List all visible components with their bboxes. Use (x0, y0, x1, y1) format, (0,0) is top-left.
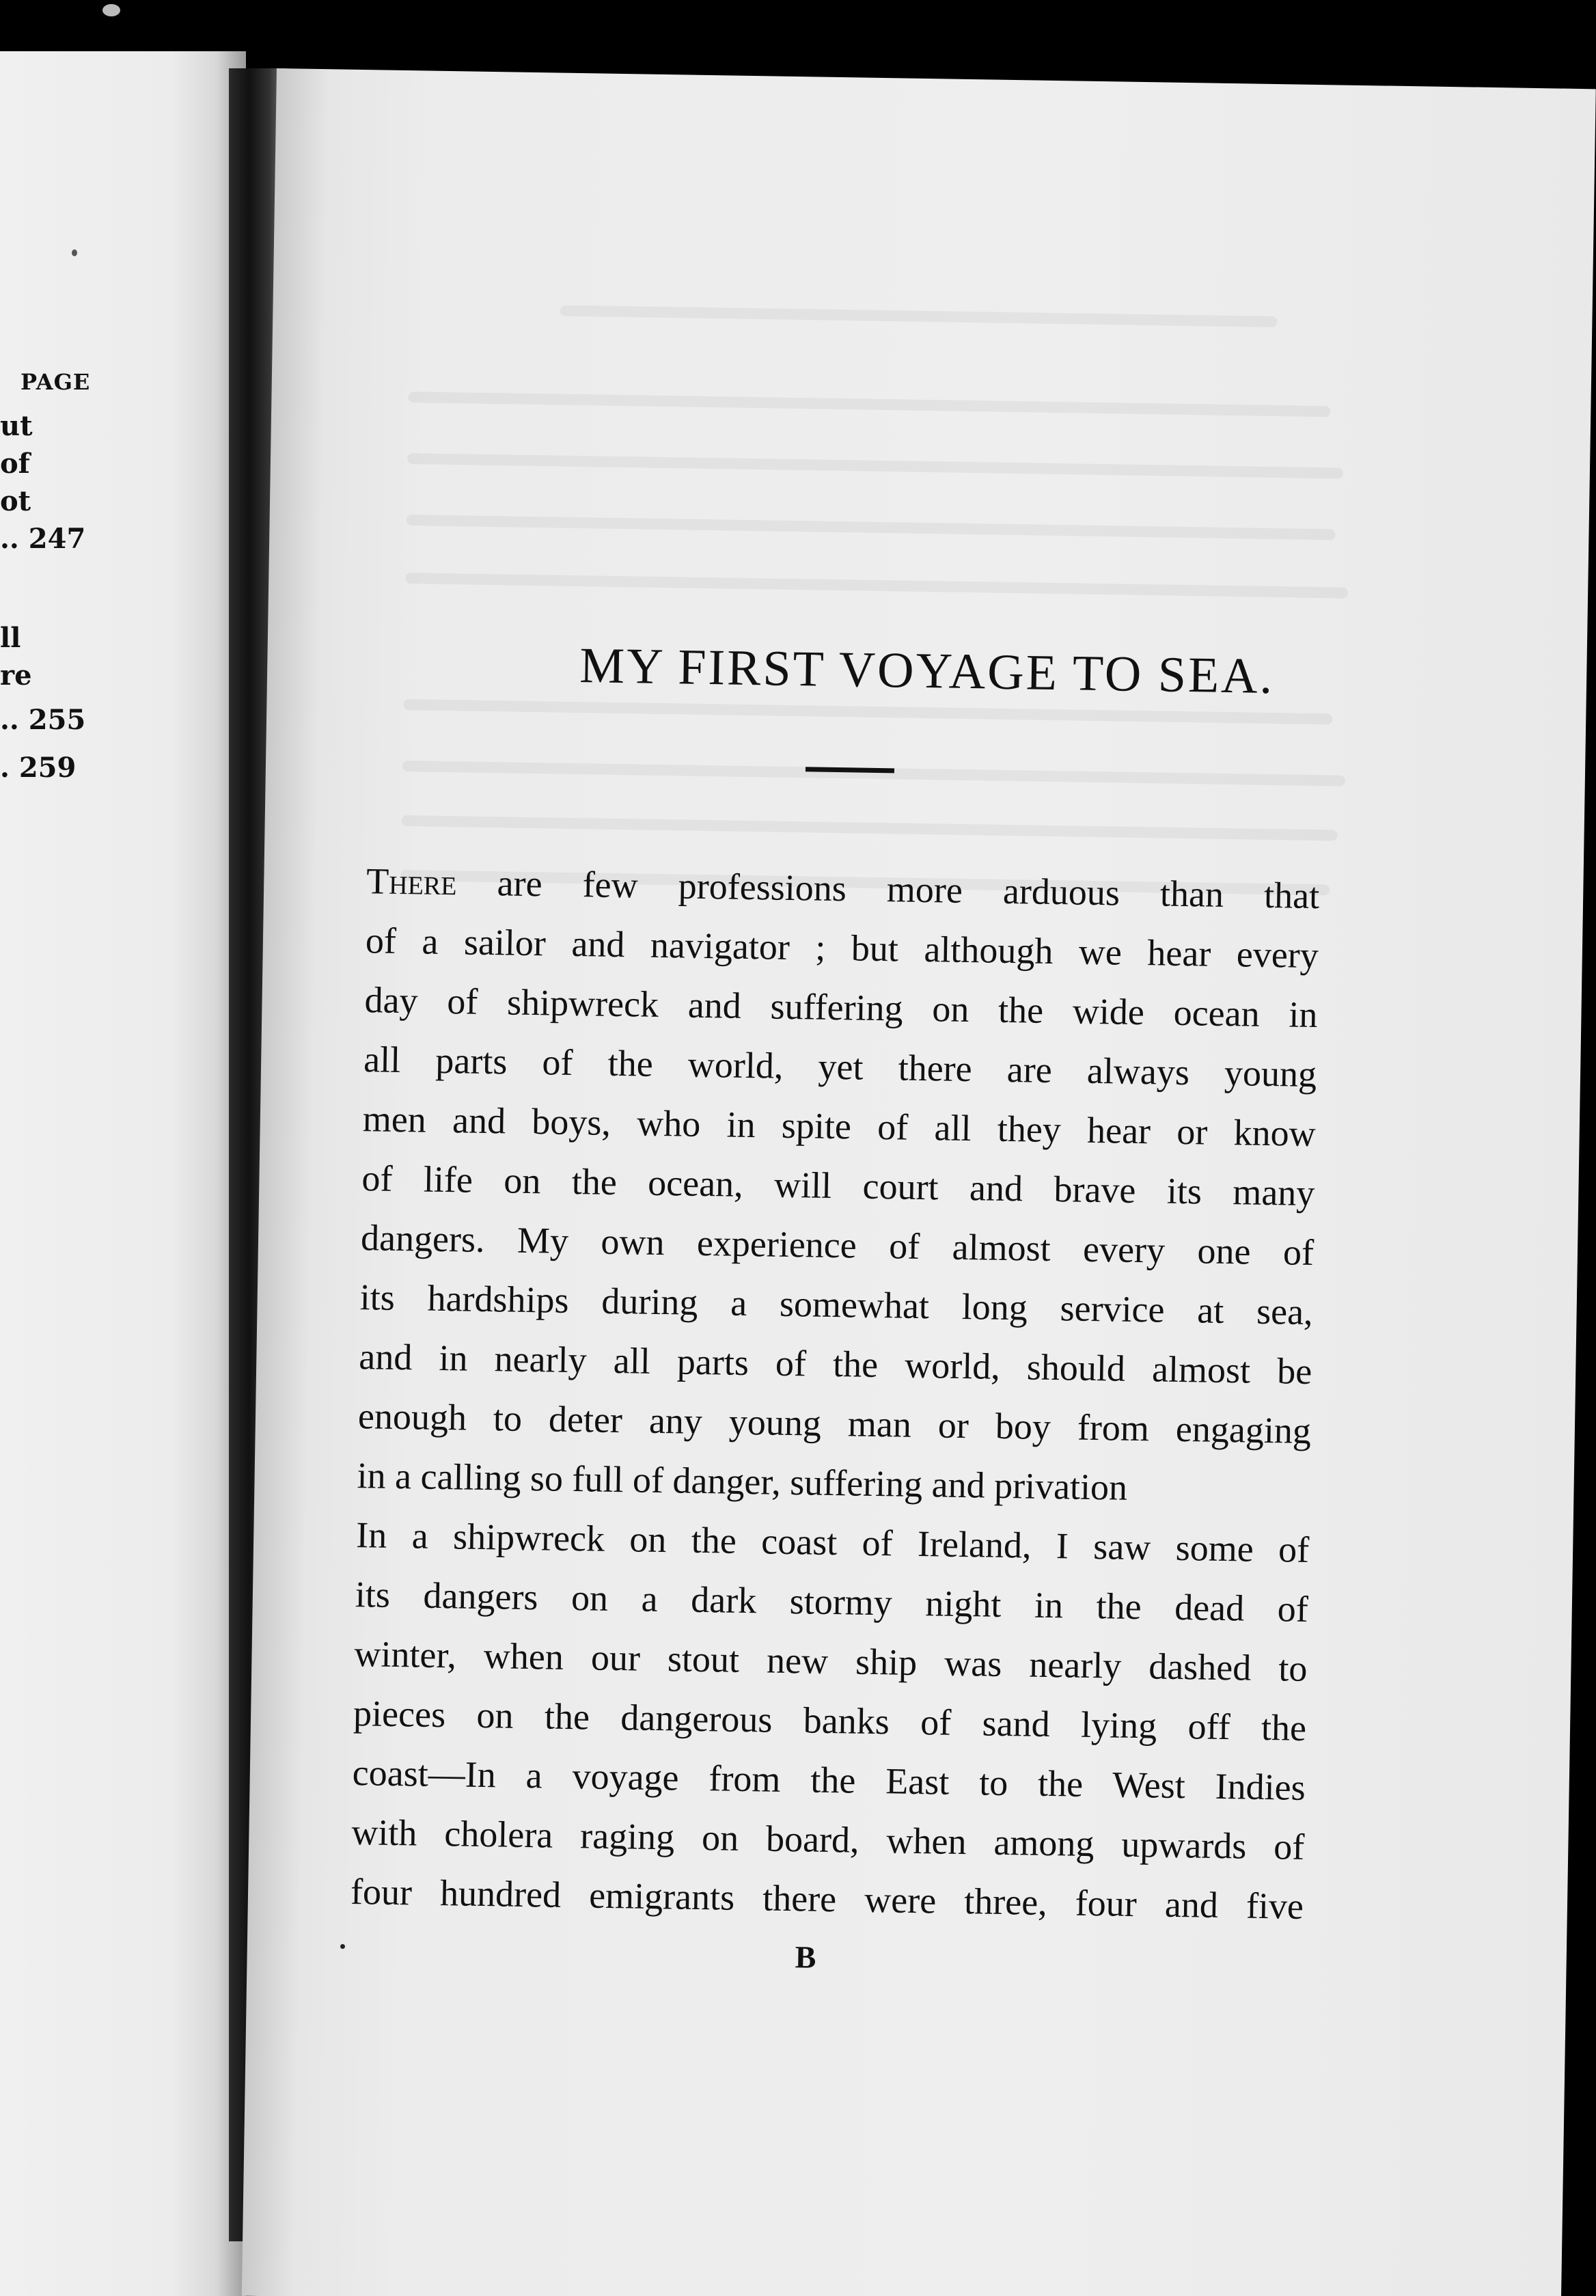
body-text-line: four hundred emigrants there were three, four and five (350, 1871, 1304, 1927)
previous-page-fragment (0, 51, 246, 2296)
body-text-line: all parts of the world, yet there are always young (363, 1039, 1317, 1095)
left-page-fragment: ot (0, 485, 31, 517)
body-text-line: with cholera raging on board, when among upwards of (351, 1812, 1305, 1868)
chapter-title: MY FIRST VOYAGE TO SEA. (579, 638, 1275, 705)
body-text-line: of life on the ocean, will court and brave its many (361, 1158, 1315, 1214)
left-page-fragment: ut (0, 410, 33, 442)
body-text-line: day of shipwreck and suffering on the wide ocean in (364, 979, 1318, 1036)
body-text-line: winter, when our stout new ship was nearly dashed to (354, 1633, 1308, 1689)
body-text-line: coast—In a voyage from the East to the West Indies (352, 1752, 1306, 1808)
body-text-line: in a calling so full of danger, suffering and privation (357, 1455, 1128, 1508)
bleed-through (402, 815, 1338, 841)
bleed-through (402, 761, 1345, 787)
bleed-through (560, 305, 1277, 327)
left-page-fragment: .. 247 (0, 523, 86, 555)
body-text-line: There are few professions more arduous than that (366, 860, 1320, 917)
book-page (242, 68, 1596, 2296)
left-page-fragment: of (0, 448, 30, 480)
body-text-line: pieces on the dangerous banks of sand lying off the (353, 1693, 1307, 1749)
dust-speck (340, 1944, 345, 1949)
body-text-line: In a shipwreck on the coast of Ireland, I saw some of (355, 1514, 1310, 1570)
body-text-line: men and boys, who in spite of all they hear or know (362, 1098, 1317, 1155)
body-text-line: dangers. My own experience of almost every one of (360, 1217, 1315, 1274)
left-page-fragment: .. 255 (0, 704, 86, 736)
bleed-through (407, 515, 1336, 540)
bleed-through (407, 453, 1343, 479)
bleed-through (408, 392, 1330, 417)
left-page-header: PAGE (20, 369, 91, 395)
bleed-through (405, 573, 1348, 599)
signature-mark: B (795, 1939, 816, 1975)
body-text-line: its hardships during a somewhat long service at sea, (359, 1276, 1314, 1333)
body-text-line: of a sailor and navigator ; but although we hear every (365, 920, 1319, 976)
body-text-line: its dangers on a dark stormy night in the dead of (355, 1574, 1309, 1630)
left-page-fragment: . 259 (0, 752, 77, 784)
dust-speck (72, 249, 77, 256)
left-page-fragment: ll (0, 622, 21, 654)
body-text-line: enough to deter any young man or boy from engaging (357, 1395, 1312, 1452)
dust-speck (102, 4, 120, 16)
left-page-fragment: re (0, 659, 32, 692)
body-text-line: and in nearly all parts of the world, should almost be (358, 1336, 1312, 1393)
